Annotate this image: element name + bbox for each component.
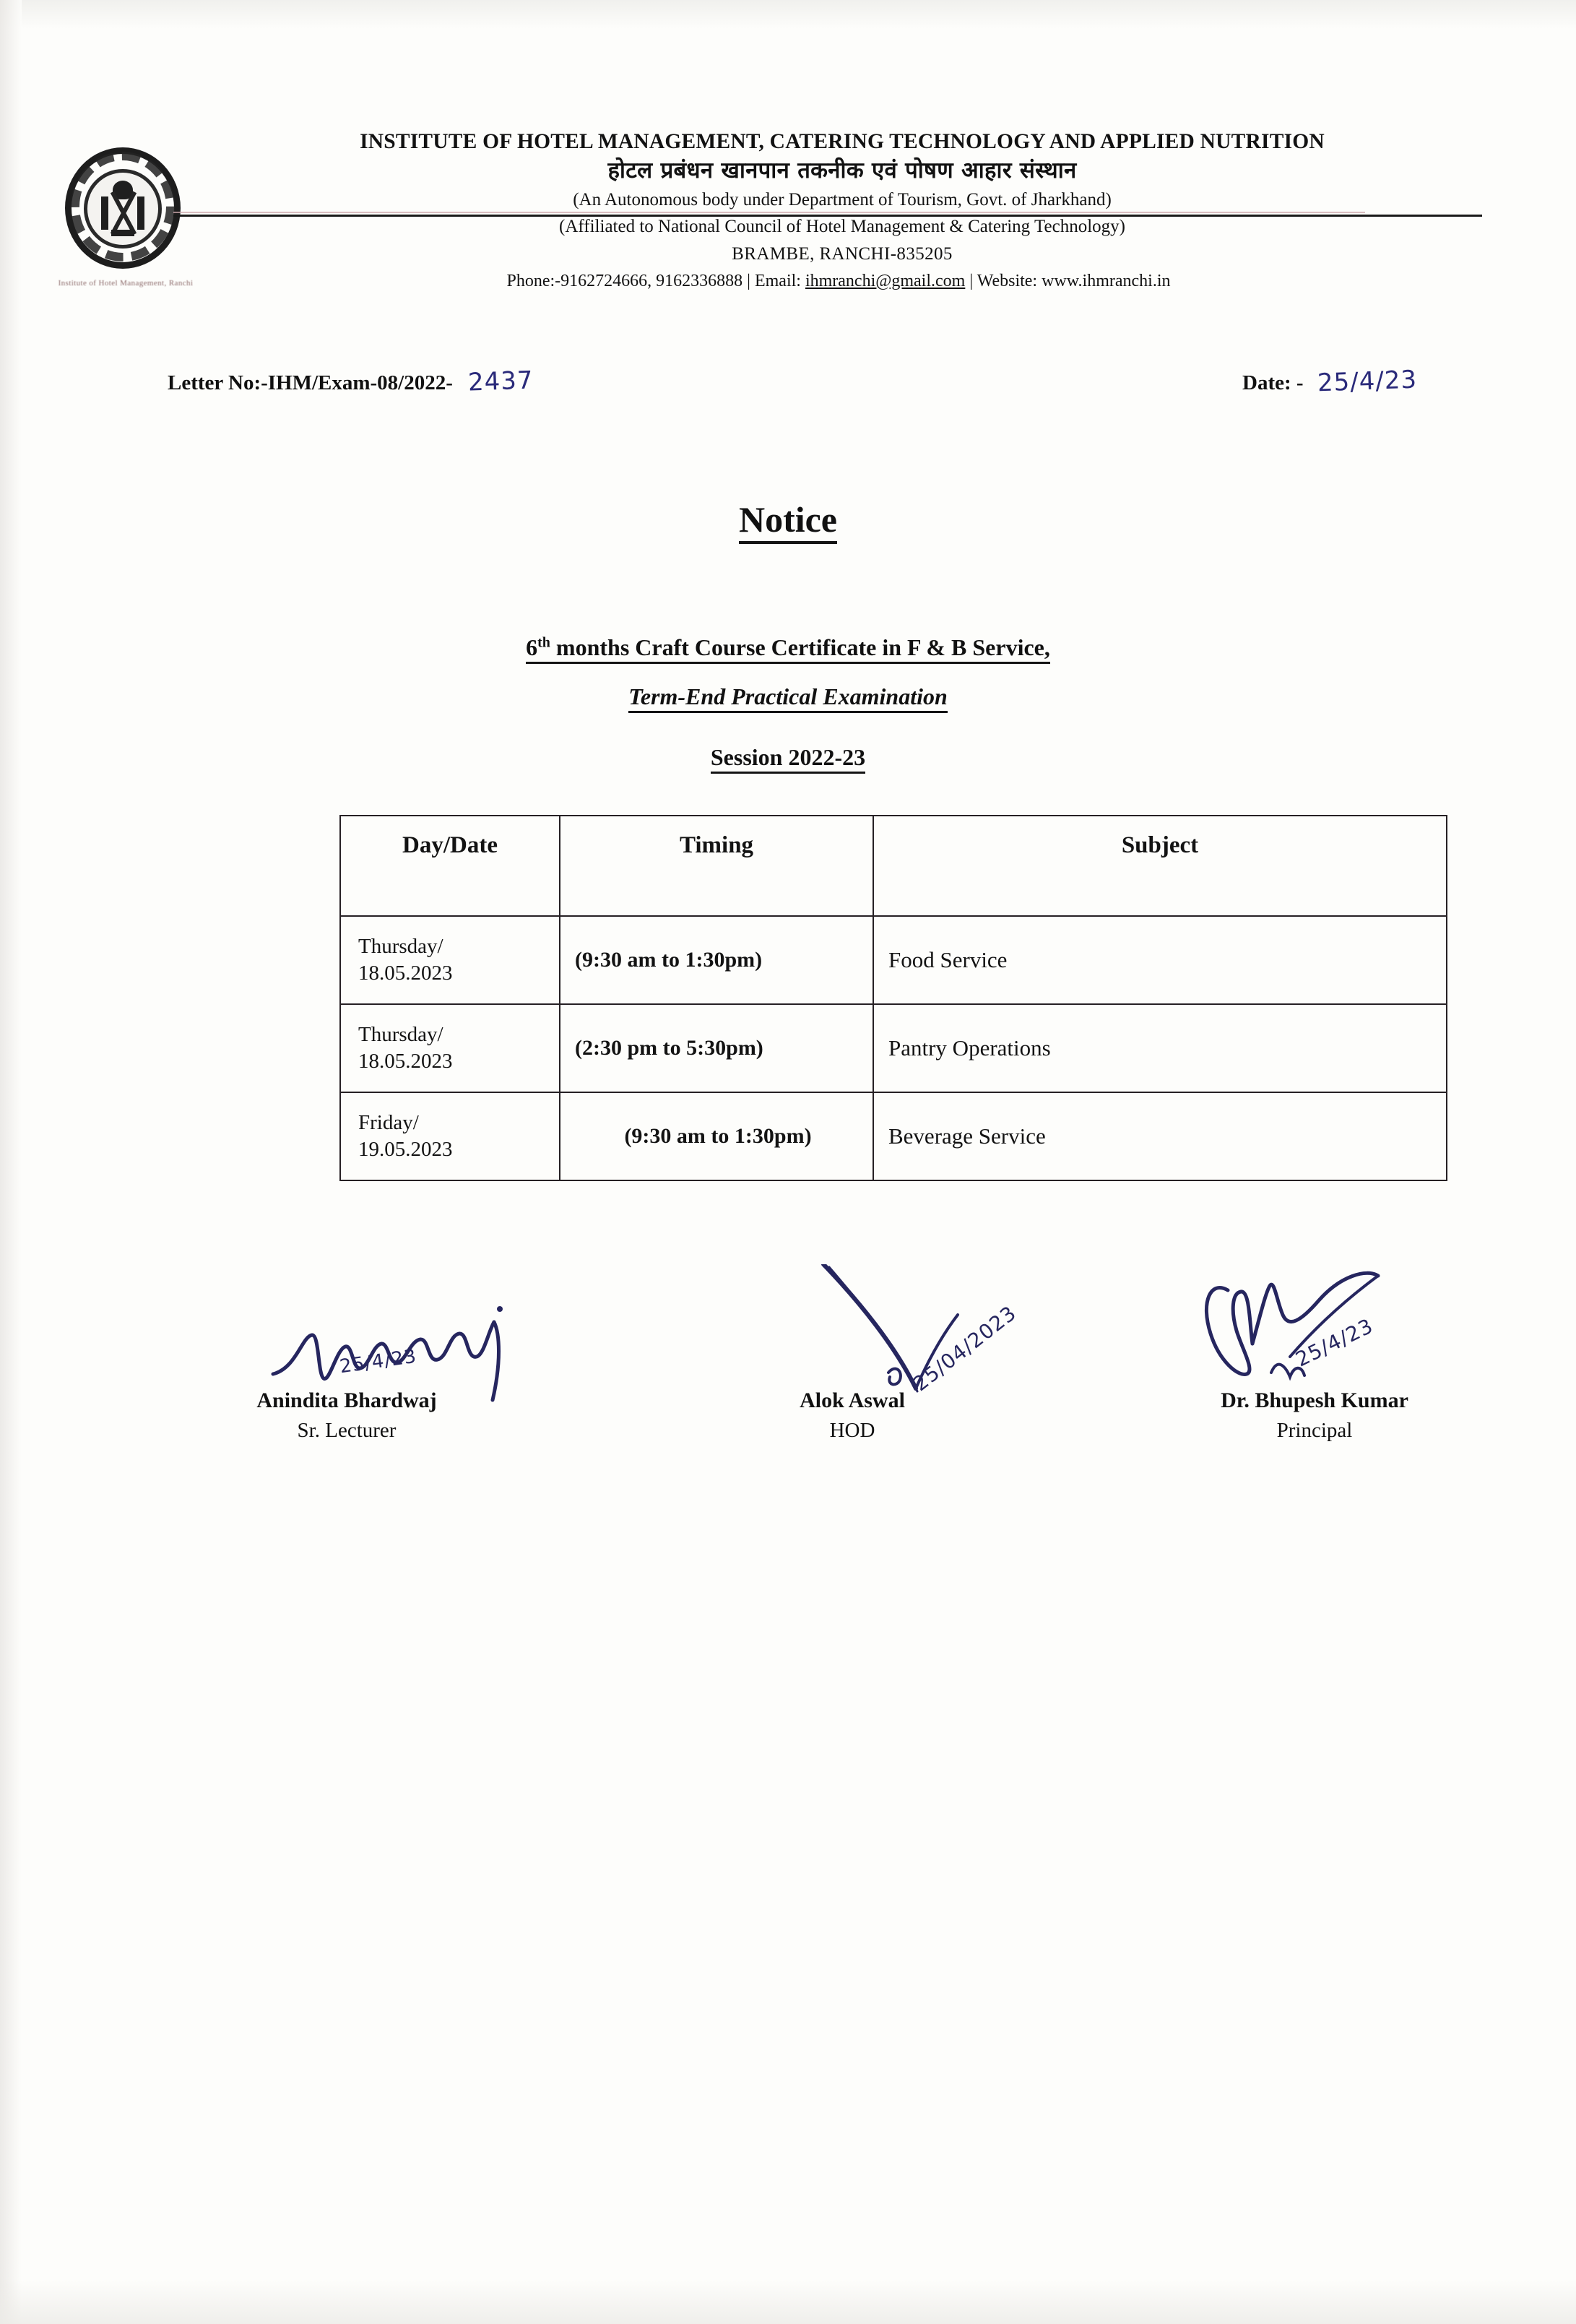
signatory-alok-aswal <box>766 1388 939 1443</box>
logo-crest <box>97 179 149 240</box>
handwritten-date-alok-aswal: 25/04/2023 <box>909 1300 1021 1396</box>
date-label-text: Date: - <box>1242 371 1304 394</box>
autonomous-body-line: (An Autonomous body under Department of Tourism, Govt. of Jharkhand) <box>573 189 1112 209</box>
signature-block <box>0 1300 1576 1517</box>
letter-number-handwritten-value: 2437 <box>467 366 534 397</box>
page-title-text: Notice <box>739 499 837 544</box>
cell-timing: (9:30 am to 1:30pm) <box>560 1092 873 1180</box>
cell-day-date <box>340 1004 560 1092</box>
table-row <box>340 1004 1447 1092</box>
course-heading <box>0 634 1576 661</box>
session-text: Session 2022-23 <box>711 744 865 774</box>
affiliation-line: (Affiliated to National Council of Hotel Management & Catering Technology) <box>559 216 1125 236</box>
website-label: Website: <box>977 271 1042 290</box>
signatory-name: Dr. Bhupesh Kumar <box>1221 1388 1408 1412</box>
cell-day-date <box>340 916 560 1004</box>
institute-logo-icon <box>52 137 196 289</box>
contact-separator-2: | <box>965 271 977 290</box>
institute-address: BRAMBE, RANCHI-835205 <box>732 243 953 264</box>
row-date: 18.05.2023 <box>358 962 453 985</box>
contact-separator-1: | <box>742 271 755 290</box>
scan-edge-shading-left <box>0 0 22 2324</box>
exam-type-heading <box>0 683 1576 710</box>
signatory-name: Alok Aswal <box>800 1388 905 1412</box>
page-title <box>0 498 1576 540</box>
scan-edge-shading-top <box>0 0 1576 29</box>
course-heading-text <box>526 634 1050 664</box>
signatory-anindita-bhardwaj <box>238 1388 455 1443</box>
course-ordinal-number: 6 <box>526 634 537 664</box>
cell-subject: Pantry Operations <box>873 1004 1447 1092</box>
letter-date <box>1242 367 1417 396</box>
signature-ink-bhupesh-kumar <box>1199 1264 1437 1401</box>
handwritten-date-bhupesh-kumar: 25/4/23 <box>1291 1313 1377 1372</box>
institute-name-hindi: होटल प्रबंधन खानपान तकनीक एवं पोषण आहार संस्थान <box>607 157 1077 184</box>
row-date: 18.05.2023 <box>358 1050 453 1073</box>
cell-timing: (9:30 am to 1:30pm) <box>560 916 873 1004</box>
crest-left-bar <box>101 196 108 230</box>
header-divider-pink <box>173 212 1365 213</box>
letter-number-label: Letter No:-IHM/Exam-08/2022- <box>168 371 453 394</box>
course-heading-rest: months Craft Course Certificate in F & B Service, <box>550 634 1050 664</box>
table-header-row <box>340 816 1447 916</box>
exam-type-text: Term-End Practical Examination <box>628 683 948 713</box>
column-header-subject: Subject <box>873 816 1447 916</box>
row-day: Thursday/ <box>358 1022 443 1046</box>
signatory-role: Sr. Lecturer <box>297 1419 397 1442</box>
scan-edge-shading-bottom <box>0 2281 1576 2324</box>
column-header-timing: Timing <box>560 816 873 916</box>
table-row <box>340 1092 1447 1180</box>
cell-subject: Beverage Service <box>873 1092 1447 1180</box>
crest-right-bar <box>137 196 144 230</box>
email-link[interactable]: ihmranchi@gmail.com <box>805 271 966 290</box>
signatory-role: Principal <box>1276 1419 1353 1442</box>
column-header-day-date: Day/Date <box>340 816 560 916</box>
cell-timing: (2:30 pm to 5:30pm) <box>560 1004 873 1092</box>
cell-subject: Food Service <box>873 916 1447 1004</box>
session-heading <box>0 744 1576 771</box>
reference-row <box>0 367 1576 410</box>
cell-day-date <box>340 1092 560 1180</box>
institute-name-english: INSTITUTE OF HOTEL MANAGEMENT, CATERING TECHNOLOGY AND APPLIED NUTRITION <box>360 130 1325 153</box>
date-handwritten-value: 25/4/23 <box>1317 365 1418 398</box>
crest-base <box>111 230 134 236</box>
signatory-bhupesh-kumar <box>1156 1388 1473 1443</box>
row-day: Thursday/ <box>358 934 443 958</box>
signatory-name: Anindita Bhardwaj <box>256 1388 437 1412</box>
website-link[interactable]: www.ihmranchi.in <box>1042 271 1171 290</box>
handwritten-date-anindita: 25/4/23 <box>338 1345 418 1378</box>
row-day: Friday/ <box>358 1110 419 1134</box>
letter-number <box>168 367 534 396</box>
course-ordinal-suffix: th <box>537 634 550 651</box>
header-divider <box>173 215 1482 217</box>
contact-line <box>0 272 1576 291</box>
exam-schedule-table <box>339 815 1447 1181</box>
email-label: Email: <box>754 271 805 290</box>
phone-label: Phone:-9162724666, 9162336888 <box>506 271 743 290</box>
signatory-role: HOD <box>829 1419 875 1442</box>
table-row <box>340 916 1447 1004</box>
row-date: 19.05.2023 <box>358 1138 453 1161</box>
letterhead <box>0 130 1576 291</box>
logo-caption: Institute of Hotel Management, Ranchi <box>58 279 194 288</box>
